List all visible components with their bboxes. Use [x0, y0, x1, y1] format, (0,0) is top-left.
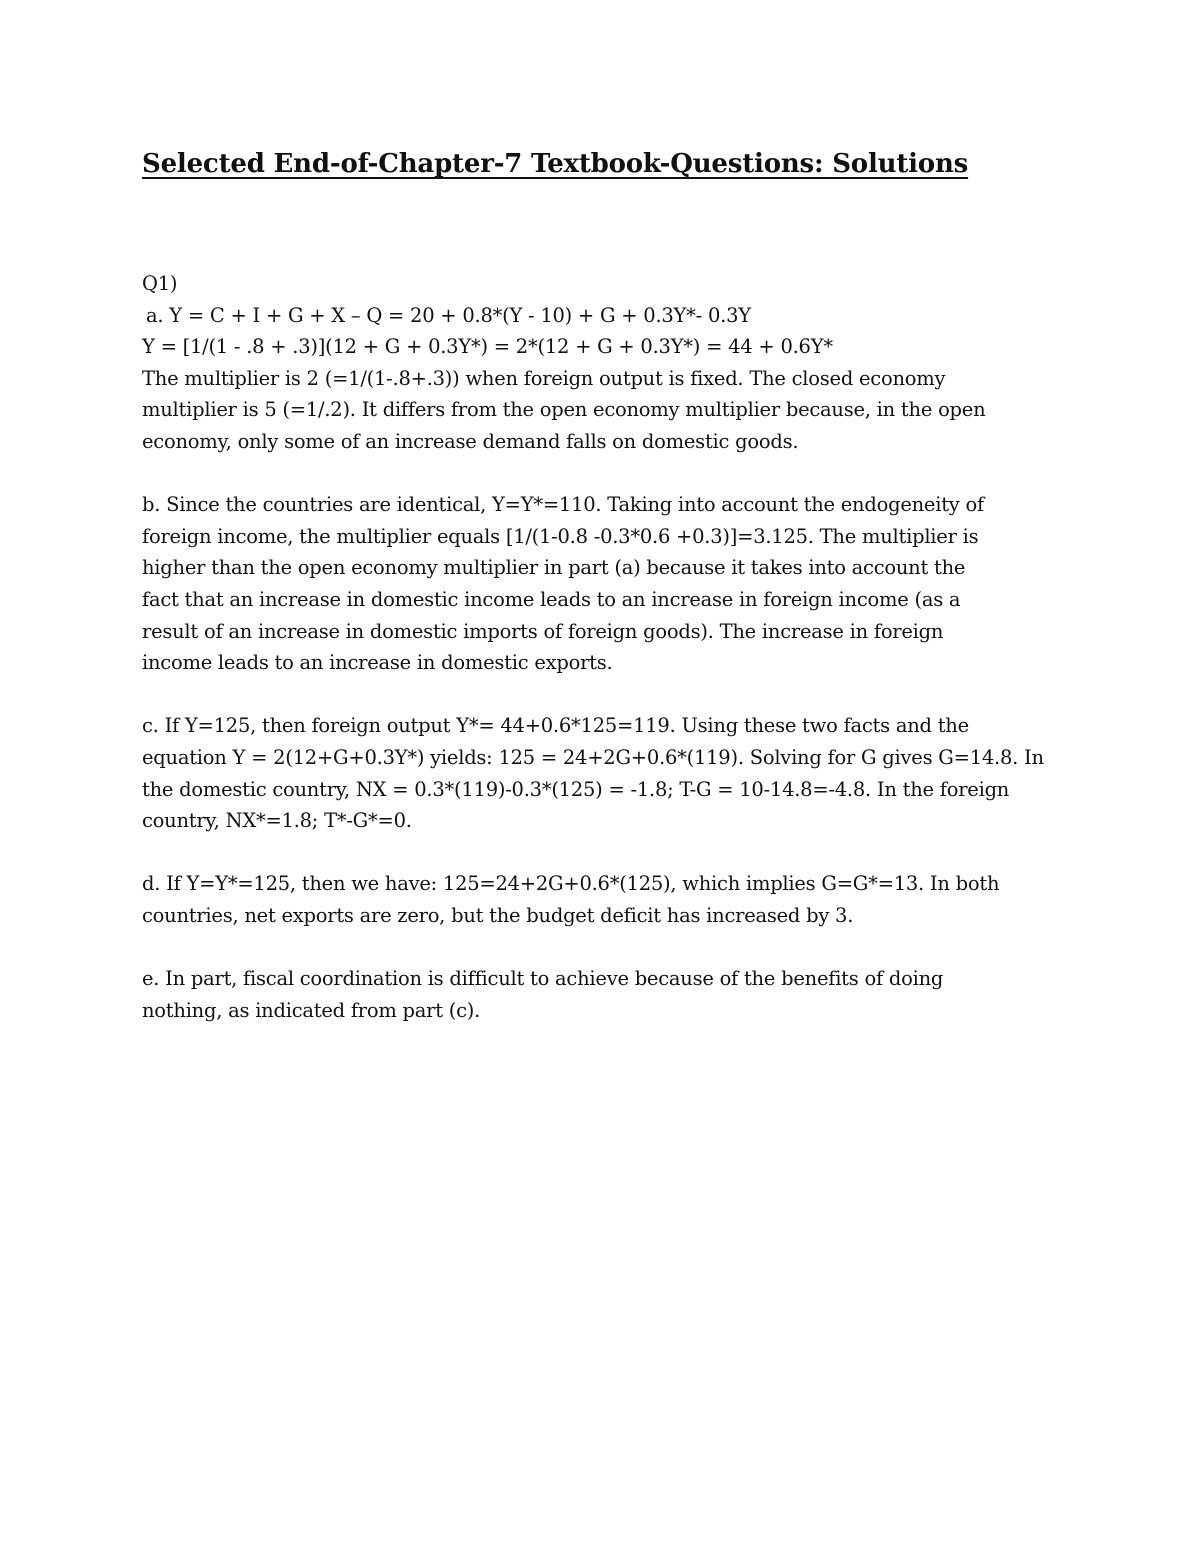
- part-a-line-1: a. Y = C + I + G + X – Q = 20 + 0.8*(Y - 10) + G + 0.3Y*- 0.3Y: [146, 303, 751, 327]
- part-b-line-4: fact that an increase in domestic income leads to an increase in foreign income (as a: [142, 587, 961, 611]
- part-a: [142, 300, 1062, 458]
- part-b-line-6: income leads to an increase in domestic exports.: [142, 651, 613, 675]
- part-e-line-1: e. In part, fiscal coordination is difficult to achieve because of the benefits of doing: [142, 967, 944, 991]
- document-title: Selected End-of-Chapter-7 Textbook-Questions: Solutions: [142, 149, 969, 179]
- part-e-line-2: nothing, as indicated from part (c).: [142, 998, 481, 1022]
- part-d-line-2: countries, net exports are zero, but the budget deficit has increased by 3.: [142, 903, 854, 927]
- part-b-line-3: higher than the open economy multiplier in part (a) because it takes into account the: [142, 556, 966, 580]
- part-d: [142, 868, 1062, 931]
- part-a-line-5: economy, only some of an increase demand falls on domestic goods.: [142, 429, 799, 453]
- part-d-line-1: d. If Y=Y*=125, then we have: 125=24+2G+0.6*(125), which implies G=G*=13. In both: [142, 872, 1000, 896]
- part-c-line-1: c. If Y=125, then foreign output Y*= 44+0.6*125=119. Using these two facts and the: [142, 714, 969, 738]
- part-b: [142, 489, 1062, 679]
- part-b-line-5: result of an increase in domestic imports of foreign goods). The increase in foreign: [142, 619, 944, 643]
- part-c-line-4: country, NX*=1.8; T*-G*=0.: [142, 809, 412, 833]
- document-content: [142, 142, 1062, 1026]
- part-a-line-2: Y = [1/(1 - .8 + .3)](12 + G + 0.3Y*) = 2*(12 + G + 0.3Y*) = 44 + 0.6Y*: [142, 335, 833, 359]
- document-body: [142, 268, 1062, 1026]
- part-b-line-1: b. Since the countries are identical, Y=Y*=110. Taking into account the endogeneity of: [142, 493, 984, 517]
- part-c-line-2: equation Y = 2(12+G+0.3Y*) yields: 125 = 24+2G+0.6*(119). Solving for G gives G=14.8. In: [142, 745, 1044, 769]
- part-a-line-3: The multiplier is 2 (=1/(1-.8+.3)) when foreign output is fixed. The closed economy: [142, 366, 946, 390]
- part-e: [142, 963, 1062, 1026]
- part-c: [142, 710, 1062, 836]
- part-a-line-4: multiplier is 5 (=1/.2). It differs from the open economy multiplier because, in the open: [142, 398, 986, 422]
- question-label: Q1): [142, 272, 178, 295]
- part-b-line-2: foreign income, the multiplier equals [1/(1-0.8 -0.3*0.6 +0.3)]=3.125. The multiplier is: [142, 524, 979, 548]
- part-c-line-3: the domestic country, NX = 0.3*(119)-0.3*(125) = -1.8; T-G = 10-14.8=-4.8. In the foreign: [142, 777, 1010, 801]
